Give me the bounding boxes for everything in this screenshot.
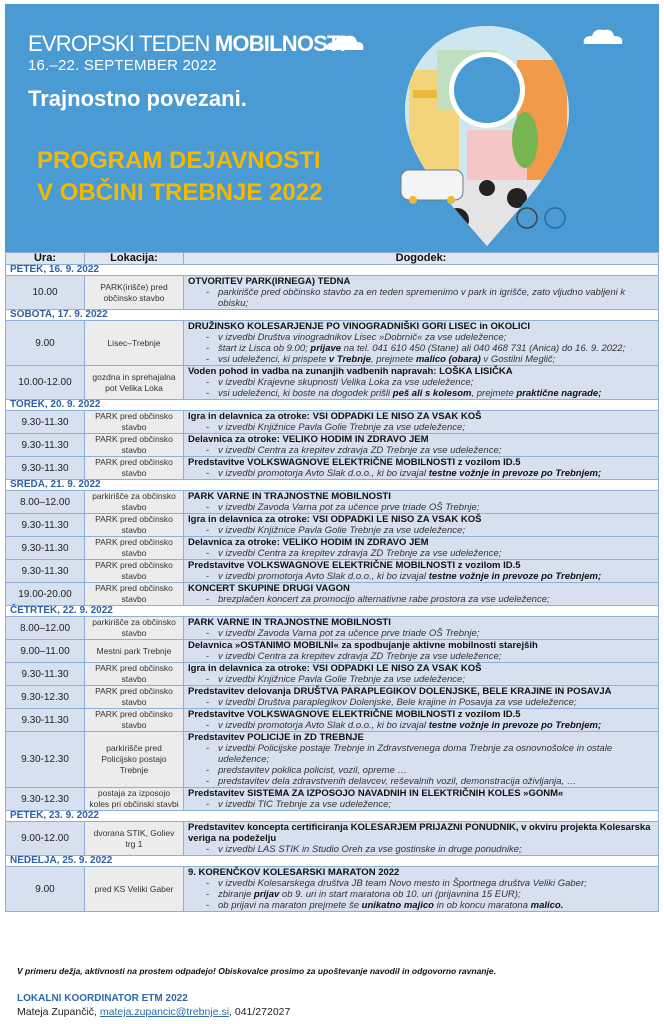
event-location: PARK pred občinsko stavbo	[85, 411, 184, 434]
event-bullets	[188, 377, 654, 399]
event-title: 9. KORENČKOV KOLESARSKI MARATON 2022	[188, 867, 400, 878]
event-details	[184, 434, 659, 457]
header-banner	[5, 4, 659, 254]
event-title: Delavnica za otroke: VELIKO HODIM IN ZDRAVO JEM	[188, 537, 429, 548]
event-location: PARK(irišče) pred občinsko stavbo	[85, 276, 184, 310]
bullet-text: štart iz Lisca ob 9.00;	[218, 343, 311, 354]
event-bullets	[188, 720, 654, 731]
bullet-text: , prejmete	[370, 354, 416, 365]
event-title: Predstavitve VOLKSWAGNOVE ELEKTRIČNE MOBILNOSTI z vozilom ID.5	[188, 709, 521, 720]
event-bullet	[206, 377, 654, 388]
bullet-text: v izvedbi Centra za krepitev zdravja ZD Trebnje za vse udeležence;	[218, 445, 502, 456]
event-bullet	[206, 445, 654, 456]
bullet-text: v izvedbi Knjižnice Pavla Golie Trebnje za vse udeležence;	[218, 525, 465, 536]
event-location: PARK pred občinsko stavbo	[85, 434, 184, 457]
coordinator-title: LOKALNI KOORDINATOR ETM 2022	[17, 993, 188, 1004]
event-details	[184, 321, 659, 366]
event-bullets	[188, 548, 654, 559]
event-bullet	[206, 878, 654, 889]
bullet-text: v izvedbi Knjižnice Pavla Golie Trebnje za vse udeležence;	[218, 674, 465, 685]
event-title: Igra in delavnica za otroke: VSI ODPADKI LE NISO ZA VSAK KOŠ	[188, 411, 482, 422]
event-row	[6, 583, 659, 606]
event-title: KONCERT SKUPINE DRUGI VAGON	[188, 583, 350, 594]
day-row	[6, 811, 659, 822]
header-time: Ura:	[6, 253, 85, 265]
event-time: 9.00–11.00	[6, 640, 85, 663]
event-bullet	[206, 594, 654, 605]
bullet-emphasis: testne vožnje in prevoze po Trebnjem;	[428, 468, 602, 479]
bullet-emphasis: unikatno majico	[361, 900, 434, 911]
event-title: Delavnica »OSTANIMO MOBILNI« za spodbujanje aktivne mobilnosti starejših	[188, 640, 538, 651]
banner-title-light: EVROPSKI TEDEN	[28, 31, 210, 56]
event-title: Predstavitev SISTEMA ZA IZPOSOJO NAVADNIH IN ELEKTRIČNIH KOLES »GONM«	[188, 788, 564, 799]
event-row	[6, 411, 659, 434]
event-bullets	[188, 743, 654, 787]
rain-notice: V primeru dežja, aktivnosti na prostem odpadejo! Obiskovalce prosimo za upoštevanje navodil in odgovorno ravnanje.	[17, 966, 496, 976]
event-time: 9.30-11.30	[6, 663, 85, 686]
event-bullets	[188, 571, 654, 582]
day-row	[6, 856, 659, 867]
header-event: Dogodek:	[184, 253, 659, 265]
bullet-text: v izvedbi Društva vinogradnikov Lisec »Dobrnič« za vse udeležence;	[218, 332, 507, 343]
event-location: PARK pred občinsko stavbo	[85, 514, 184, 537]
event-row	[6, 663, 659, 686]
event-details	[184, 867, 659, 912]
event-bullets	[188, 628, 654, 639]
event-title: Delavnica za otroke: VELIKO HODIM IN ZDRAVO JEM	[188, 434, 429, 445]
event-location: gozdna in sprehajalna pot Velika Loka	[85, 366, 184, 400]
event-bullet	[206, 332, 654, 343]
event-location: parkirišče za občinsko stavbo	[85, 491, 184, 514]
bullet-text: v izvedbi Centra za krepitev zdravja ZD Trebnje za vse udeležence;	[218, 548, 502, 559]
event-location: pred KS Veliki Gaber	[85, 867, 184, 912]
banner-title	[28, 31, 345, 57]
bullet-text: v izvedbi Centra za krepitev zdravja ZD Trebnje za vse udeležence;	[218, 651, 502, 662]
event-location: PARK pred občinsko stavbo	[85, 560, 184, 583]
event-time: 8.00–12.00	[6, 617, 85, 640]
bullet-text: , prejmete	[471, 388, 517, 399]
event-details	[184, 686, 659, 709]
event-location: PARK pred občinsko stavbo	[85, 686, 184, 709]
bullet-text: v Gostilni Meglič;	[480, 354, 556, 365]
day-row	[6, 606, 659, 617]
cloud-icon	[580, 26, 626, 46]
bullet-text: parkirišče pred občinsko stavbo za en teden spremenimo v park in igrišče, zato vljudno vabljeni k obisku;	[218, 287, 626, 309]
header-location: Lokacija:	[85, 253, 184, 265]
event-details	[184, 617, 659, 640]
day-label: SOBOTA, 17. 9. 2022	[6, 310, 659, 321]
event-time: 9.30-11.30	[6, 514, 85, 537]
bullet-text: v izvedbi Zavoda Varna pot za učence prve triade OŠ Trebnje;	[218, 502, 480, 513]
event-title: Predstavitev delovanja DRUŠTVA PARAPLEGIKOV DOLENJSKE, BELE KRAJINE IN POSAVJA	[188, 686, 612, 697]
event-time: 9.30-11.30	[6, 560, 85, 583]
event-location: PARK pred občinsko stavbo	[85, 583, 184, 606]
event-bullet	[206, 628, 654, 639]
event-bullet	[206, 354, 654, 365]
event-row	[6, 491, 659, 514]
bullet-text: v izvedbi LAS STIK in Studio Oreh za vse gostinske in druge ponudnike;	[218, 844, 522, 855]
bullet-emphasis: testne vožnje in prevoze po Trebnjem;	[428, 720, 602, 731]
day-label: NEDELJA, 25. 9. 2022	[6, 856, 659, 867]
bullet-text: brezplačen koncert za promocijo alternativne rabe prostora za vse udeležence;	[218, 594, 550, 605]
event-bullet	[206, 799, 654, 810]
event-location: parkirišče pred Policijsko postajo Trebnje	[85, 732, 184, 788]
bullet-emphasis: praktične nagrade;	[516, 388, 602, 399]
event-bullet	[206, 900, 654, 911]
bullet-emphasis: malico (obara)	[415, 354, 481, 365]
event-row	[6, 537, 659, 560]
event-location: PARK pred občinsko stavbo	[85, 709, 184, 732]
bullet-text: predstavitev dela zdravstvenih delavcev, reševalnih vozil, demonstracija oživljanja, …	[218, 776, 577, 787]
event-time: 9.30-11.30	[6, 411, 85, 434]
bullet-text: v izvedbi TIC Trebnje za vse udeležence;	[218, 799, 392, 810]
event-details	[184, 457, 659, 480]
coordinator-phone: 041/272027	[234, 1006, 291, 1018]
event-time: 9.30-12.30	[6, 788, 85, 811]
event-title: Igra in delavnica za otroke: VSI ODPADKI LE NISO ZA VSAK KOŠ	[188, 663, 482, 674]
coordinator-contact: Mateja Zupančič, mateja.zupancic@trebnje.si, 041/272027	[17, 1006, 291, 1018]
event-title: Voden pohod in vadba na zunanjih vadbenih napravah: LOŠKA LISIČKA	[188, 366, 513, 377]
event-location: PARK pred občinsko stavbo	[85, 457, 184, 480]
bullet-text: v izvedbi Zavoda Varna pot za učence prve triade OŠ Trebnje;	[218, 628, 480, 639]
event-details	[184, 663, 659, 686]
event-row	[6, 788, 659, 811]
event-row	[6, 457, 659, 480]
event-time: 10.00-12.00	[6, 366, 85, 400]
day-row	[6, 265, 659, 276]
event-row	[6, 560, 659, 583]
event-title: Predstavitev POLICIJE in ZD TREBNJE	[188, 732, 364, 743]
event-bullets	[188, 697, 654, 708]
event-bullet	[206, 343, 654, 354]
event-bullet	[206, 287, 654, 309]
event-time: 8.00–12.00	[6, 491, 85, 514]
event-bullets	[188, 799, 654, 810]
day-label: ČETRTEK, 22. 9. 2022	[6, 606, 659, 617]
program-title-line2: V OBČINI TREBNJE 2022	[37, 179, 323, 206]
bullet-emphasis: prijav	[253, 889, 280, 900]
event-row	[6, 321, 659, 366]
event-title: Igra in delavnica za otroke: VSI ODPADKI LE NISO ZA VSAK KOŠ	[188, 514, 482, 525]
event-title: Predstavitve VOLKSWAGNOVE ELEKTRIČNE MOBILNOSTI z vozilom ID.5	[188, 457, 521, 468]
event-bullet	[206, 776, 654, 787]
event-time: 9.30-11.30	[6, 434, 85, 457]
event-details	[184, 560, 659, 583]
event-time: 9.30-11.30	[6, 709, 85, 732]
event-bullets	[188, 502, 654, 513]
event-location: Mestni park Trebnje	[85, 640, 184, 663]
day-label: PETEK, 23. 9. 2022	[6, 811, 659, 822]
bullet-emphasis: v Trebnje	[328, 354, 371, 365]
bullet-emphasis: testne vožnje in prevoze po Trebnjem;	[428, 571, 602, 582]
event-location: parkirišče za občinsko stavbo	[85, 617, 184, 640]
event-details	[184, 583, 659, 606]
event-details	[184, 788, 659, 811]
banner-dates: 16.–22. SEPTEMBER 2022	[28, 57, 217, 74]
program-title-line1: PROGRAM DEJAVNOSTI	[37, 147, 321, 174]
event-bullet	[206, 844, 654, 855]
bullet-text: ob prijavi na maraton prejmete še	[218, 900, 362, 911]
event-bullet	[206, 697, 654, 708]
event-bullets	[188, 878, 654, 911]
event-bullets	[188, 651, 654, 662]
event-row	[6, 276, 659, 310]
event-location: PARK pred občinsko stavbo	[85, 537, 184, 560]
program-table	[5, 252, 659, 912]
bullet-text: v izvedbi Policijske postaje Trebnje in Zdravstvenega doma Trebnje za osnovnošolce in ostale udeležence;	[218, 743, 613, 765]
day-row	[6, 310, 659, 321]
event-row	[6, 822, 659, 856]
event-bullet	[206, 765, 654, 776]
day-label: TOREK, 20. 9. 2022	[6, 400, 659, 411]
event-location: Lisec–Trebnje	[85, 321, 184, 366]
event-time: 19.00-20.00	[6, 583, 85, 606]
event-title: Predstavitve VOLKSWAGNOVE ELEKTRIČNE MOBILNOSTI z vozilom ID.5	[188, 560, 521, 571]
event-row	[6, 366, 659, 400]
event-bullets	[188, 674, 654, 685]
event-location: postaja za izposojo koles pri občinski stavbi	[85, 788, 184, 811]
event-title: DRUŽINSKO KOLESARJENJE PO VINOGRADNIŠKI GORI LISEC in OKOLICI	[188, 321, 531, 332]
bullet-text: v izvedbi Društva paraplegikov Dolenjske, Bele krajine in Posavja za vse udeležence;	[218, 697, 577, 708]
day-row	[6, 480, 659, 491]
event-row	[6, 732, 659, 788]
day-label: SREDA, 21. 9. 2022	[6, 480, 659, 491]
event-time: 9.00	[6, 321, 85, 366]
event-time: 9.00	[6, 867, 85, 912]
event-row	[6, 617, 659, 640]
table-body	[6, 265, 659, 912]
event-row	[6, 640, 659, 663]
bullet-text: zbiranje	[218, 889, 254, 900]
event-row	[6, 514, 659, 537]
bullet-text: v izvedbi promotorja Avto Slak d.o.o., ki bo izvajal	[218, 571, 429, 582]
event-details	[184, 537, 659, 560]
event-details	[184, 640, 659, 663]
event-title: Predstavitev koncepta certificiranja KOLESARJEM PRIJAZNI PONUDNIK, v okviru projekta Kolesarska veriga na podeželju	[188, 822, 651, 844]
event-bullet	[206, 571, 654, 582]
bullet-emphasis: prijave	[310, 343, 342, 354]
bullet-text: v izvedbi Knjižnice Pavla Golie Trebnje za vse udeležence;	[218, 422, 465, 433]
bullet-text: vsi udeleženci, ki boste na dogodek prišli	[218, 388, 393, 399]
event-row	[6, 434, 659, 457]
event-time: 9.00-12.00	[6, 822, 85, 856]
event-bullet	[206, 468, 654, 479]
event-bullet	[206, 548, 654, 559]
event-row	[6, 709, 659, 732]
event-bullet	[206, 674, 654, 685]
bullet-text: in ob koncu maratona	[433, 900, 531, 911]
event-details	[184, 276, 659, 310]
event-time: 9.30-11.30	[6, 537, 85, 560]
event-time: 9.30-12.30	[6, 686, 85, 709]
event-details	[184, 822, 659, 856]
event-bullet	[206, 525, 654, 536]
location-pin-illustration	[397, 20, 577, 250]
event-bullet	[206, 743, 654, 765]
event-title: PARK VARNE IN TRAJNOSTNE MOBILNOSTI	[188, 491, 391, 502]
event-details	[184, 411, 659, 434]
banner-title-bold: MOBILNOSTI	[214, 31, 345, 56]
event-row	[6, 686, 659, 709]
event-location: PARK pred občinsko stavbo	[85, 663, 184, 686]
event-title: PARK VARNE IN TRAJNOSTNE MOBILNOSTI	[188, 617, 391, 628]
bullet-emphasis: peš ali s kolesom	[392, 388, 472, 399]
event-bullets	[188, 594, 654, 605]
event-bullets	[188, 468, 654, 479]
event-bullet	[206, 651, 654, 662]
banner-slogan: Trajnostno povezani.	[28, 86, 247, 111]
coordinator-name: Mateja Zupančič	[17, 1006, 95, 1018]
bullet-text: vsi udeleženci, ki prispete	[218, 354, 329, 365]
bullet-text: v izvedbi promotorja Avto Slak d.o.o., ki bo izvajal	[218, 468, 429, 479]
event-bullet	[206, 889, 654, 900]
event-title: OTVORITEV PARK(IRNEGA) TEDNA	[188, 276, 351, 287]
bullet-text: v izvedbi promotorja Avto Slak d.o.o., ki bo izvajal	[218, 720, 429, 731]
bullet-text: ob 9. uri in start maratona ob 10. uri (prijavnina 15 EUR);	[279, 889, 521, 900]
event-bullets	[188, 445, 654, 456]
bullet-text: v izvedbi Kolesarskega društva JB team Novo mesto in Športnega društva Veliki Gaber;	[218, 878, 587, 889]
event-bullet	[206, 388, 654, 399]
event-time: 9.30-11.30	[6, 457, 85, 480]
bullet-text: v izvedbi Krajevne skupnosti Velika Loka za vse udeležence;	[218, 377, 474, 388]
event-bullets	[188, 332, 654, 365]
event-details	[184, 732, 659, 788]
event-row	[6, 867, 659, 912]
bullet-text: na tel. 041 610 450 (Stane) ali 040 468 731 (Anica) do 16. 9. 2022;	[341, 343, 626, 354]
bullet-emphasis: malico.	[530, 900, 564, 911]
event-time: 9.30-12.30	[6, 732, 85, 788]
event-bullet	[206, 720, 654, 731]
day-label: PETEK, 16. 9. 2022	[6, 265, 659, 276]
coordinator-email-link[interactable]: mateja.zupancic@trebnje.si	[99, 1006, 230, 1018]
event-location: dvorana STIK, Goliev trg 1	[85, 822, 184, 856]
event-bullets	[188, 525, 654, 536]
event-time: 10.00	[6, 276, 85, 310]
day-row	[6, 400, 659, 411]
event-bullets	[188, 422, 654, 433]
event-details	[184, 514, 659, 537]
table-header-row	[6, 253, 659, 265]
event-bullets	[188, 287, 654, 309]
event-details	[184, 491, 659, 514]
bullet-text: predstavitev poklica policist, vozil, opreme …	[218, 765, 408, 776]
event-details	[184, 709, 659, 732]
event-bullet	[206, 422, 654, 433]
event-bullet	[206, 502, 654, 513]
event-bullets	[188, 844, 654, 855]
event-details	[184, 366, 659, 400]
